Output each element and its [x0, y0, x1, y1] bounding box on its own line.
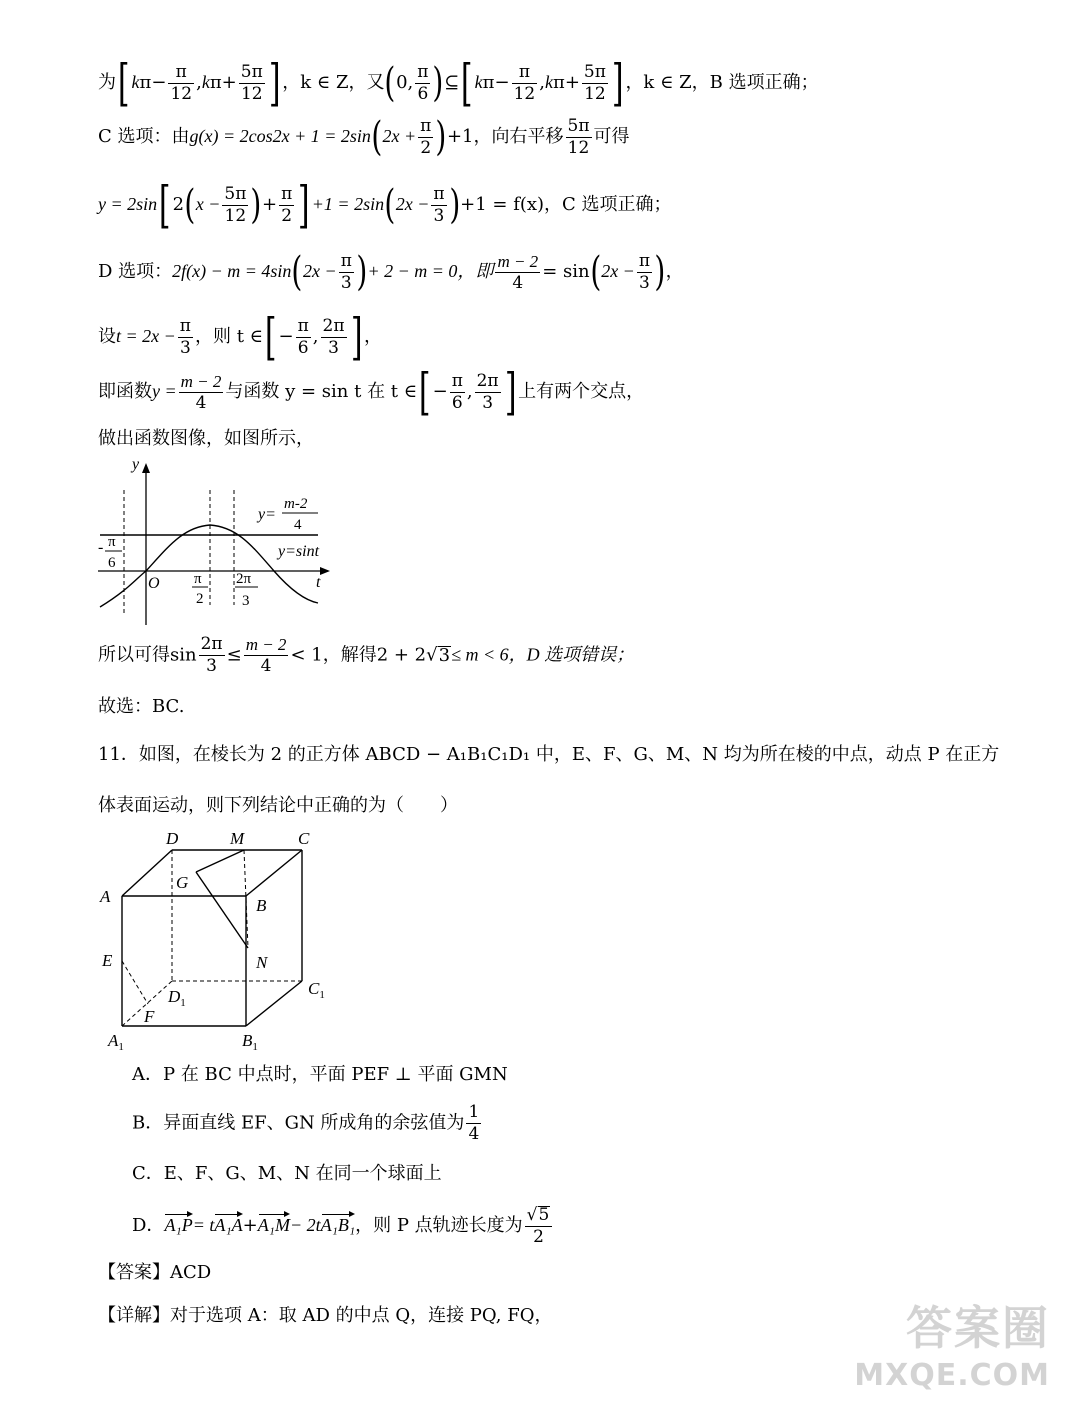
option-b: [132, 1104, 483, 1143]
pi: π: [482, 72, 495, 93]
fraction-pi-6: $\frac{\pi}{6}$: [417, 61, 429, 104]
sin: sin: [170, 644, 197, 666]
comma: ,: [312, 326, 319, 347]
sine-curve: [100, 525, 318, 607]
le-symbol: ≤: [226, 644, 242, 666]
text: < 1，解得: [290, 644, 377, 666]
label-A: A: [100, 887, 111, 906]
segment-GM: [196, 850, 244, 872]
minus: −: [278, 326, 294, 347]
neg-pi6-den: 6: [108, 555, 116, 571]
text: 设: [98, 326, 116, 347]
expr: 2 + 2: [376, 644, 427, 666]
paren-left: (: [371, 114, 383, 160]
pi: π: [209, 72, 222, 93]
fraction-pi-6: $\frac{\pi}{6}$: [297, 315, 309, 358]
bracket-left: [: [418, 363, 431, 421]
expr: y = 2sin: [98, 194, 158, 214]
label-C1: $C_1$: [308, 979, 325, 1001]
solution-line-5: [98, 308, 383, 366]
bracket-right: ]: [350, 308, 363, 366]
y-axis-label: y: [132, 456, 140, 473]
fraction-m2-4: $\frac{m - 2}{4}$: [180, 371, 222, 413]
label-N: N: [256, 953, 268, 972]
expr: 2x −: [395, 194, 430, 214]
minus: −: [151, 72, 167, 93]
paren-right: ): [250, 182, 262, 228]
text: ，: [665, 261, 684, 282]
fraction-pi-2: $\frac{\pi}{2}$: [420, 115, 432, 158]
plus: +: [261, 194, 278, 215]
neg-sign: -: [98, 539, 104, 556]
solution-line-2: [98, 114, 630, 160]
text: +1，向右平移: [446, 126, 564, 147]
expr: y =: [152, 381, 177, 401]
solution-line-3: [98, 176, 672, 234]
expr: +1 = 2sin: [311, 194, 385, 214]
paren-left: (: [384, 182, 396, 228]
solution-line-4: [98, 249, 684, 295]
y-axis-arrow: [142, 463, 150, 473]
var-k: k: [131, 72, 140, 92]
fraction-5pi-12: $\frac{5\pi}{12}$: [224, 183, 247, 226]
option-d: [132, 1206, 554, 1246]
text: ，k ∈ Z，又: [282, 72, 385, 93]
fraction-pi-3: $\frac{\pi}{3}$: [340, 250, 352, 293]
text: 为: [98, 72, 116, 93]
label-E: E: [102, 951, 113, 970]
minus: −: [432, 381, 448, 402]
label-D1: $D_1$: [168, 987, 186, 1009]
watermark-bottom: MXQE.COM: [854, 1358, 1050, 1393]
detail-line: 【详解】对于选项 A：取 AD 的中点 Q，连接 PQ, FQ，: [98, 1305, 553, 1326]
vector-A1A: A₁A: [214, 1212, 242, 1234]
sine-graph: [98, 455, 338, 630]
comma: ,: [466, 381, 473, 402]
text: 与函数 y = sin t 在 t ∈: [225, 381, 418, 402]
paren-left: (: [291, 249, 303, 295]
bracket-left: [: [264, 308, 277, 366]
line-label-y: y=: [258, 506, 276, 523]
fraction-1-4: $\frac{1}{4}$: [468, 1102, 480, 1144]
t-axis-arrow: [320, 567, 330, 575]
fraction-5pi-12: $\frac{5\pi}{12}$: [583, 61, 606, 104]
paren-left: (: [184, 182, 196, 228]
text: ，则 P 点轨迹长度为: [355, 1215, 523, 1236]
solution-line-7: 做出函数图像，如图所示，: [98, 428, 314, 449]
fraction-pi-3: $\frac{\pi}{3}$: [433, 183, 445, 226]
fraction-5pi-12: $\frac{5\pi}{12}$: [240, 61, 263, 104]
paren-right: ): [432, 60, 444, 106]
expr: t = 2x −: [116, 326, 176, 346]
edge-B1C1: [246, 981, 302, 1026]
text: C 选项：由: [98, 126, 190, 147]
subset-symbol: ⊆: [444, 72, 460, 93]
bracket-left: [: [117, 54, 130, 112]
vector-A1B1: A₁B₁: [321, 1212, 356, 1234]
text: ，k ∈ Z，B 选项正确；: [625, 72, 819, 93]
bracket-right: ]: [504, 363, 517, 421]
fraction-2pi-3: $\frac{2\pi}{3}$: [200, 634, 223, 676]
expr: 2x −: [303, 261, 337, 281]
option-a: A．P 在 BC 中点时，平面 PEF ⊥ 平面 GMN: [132, 1064, 508, 1085]
2pi3-num: 2π: [236, 571, 252, 587]
text: +1 = f(x)，C 选项正确；: [460, 194, 672, 215]
paren-right: ): [654, 249, 666, 295]
paren-left: (: [589, 249, 601, 295]
vector-A1P: A₁P: [164, 1212, 192, 1234]
vector-A1M: A₁M: [258, 1212, 290, 1234]
segment-GN: [196, 872, 248, 948]
line-label-den: 4: [294, 517, 302, 533]
fraction-m2-4: $\frac{m - 2}{4}$: [497, 251, 539, 293]
bracket-right: ]: [611, 54, 624, 112]
text: ，则 t ∈: [194, 326, 263, 347]
fraction-pi-2: $\frac{\pi}{2}$: [281, 183, 293, 226]
expr: + 2 − m = 0，即: [367, 261, 494, 281]
text: D．: [132, 1215, 165, 1236]
solution-line-9: 故选：BC.: [98, 696, 185, 717]
pi: π: [139, 72, 152, 93]
expr: = t: [192, 1215, 215, 1235]
watermark: [854, 1292, 1050, 1393]
expr: = sin: [542, 261, 590, 282]
label-M: M: [230, 829, 245, 848]
fraction-pi-6: $\frac{\pi}{6}$: [451, 370, 463, 413]
text: D 选项：: [98, 261, 173, 282]
paren-right: ): [356, 249, 368, 295]
label-B: B: [256, 896, 267, 915]
paren-left: (: [384, 60, 396, 106]
comma: ,: [539, 72, 545, 93]
two: 2: [172, 194, 185, 215]
fraction-5pi-12: $\frac{5\pi}{12}$: [567, 115, 590, 158]
watermark-top: 答案圈: [906, 1301, 1050, 1355]
bracket-left: [: [159, 176, 171, 234]
t-axis-label: t: [316, 574, 321, 591]
fraction-m2-4: $\frac{m - 2}{4}$: [245, 635, 287, 676]
pi: π: [552, 72, 565, 93]
label-C: C: [298, 829, 310, 848]
plus: +: [242, 1215, 258, 1236]
segment-EF-hidden: [122, 961, 148, 1004]
text: 即函数: [98, 381, 152, 402]
paren-right: ): [448, 182, 460, 228]
expr: x −: [195, 194, 221, 214]
fraction-sqrt5-2: $\frac{√5}{2}$: [525, 1206, 553, 1246]
origin-label: O: [148, 575, 160, 592]
bracket-right: ]: [298, 176, 310, 234]
edge-AD: [122, 850, 172, 896]
var-k: k: [474, 72, 483, 92]
fraction-pi-12: $\frac{\pi}{12}$: [170, 61, 193, 104]
sin-label: y=sint: [278, 543, 320, 560]
var-k: k: [201, 72, 210, 92]
comma: ,: [196, 72, 202, 93]
expr: − 2t: [289, 1215, 321, 1235]
option-c: C．E、F、G、M、N 在同一个球面上: [132, 1163, 442, 1184]
solution-line-6: [98, 363, 645, 421]
cube-figure: [96, 828, 336, 1053]
bracket-right: ]: [268, 54, 281, 112]
expr: 2f(x) − m = 4sin: [172, 261, 292, 281]
line-label-num: m-2: [284, 496, 308, 512]
answer-line: 【答案】ACD: [98, 1262, 212, 1283]
fraction-2pi-3: $\frac{2\pi}{3}$: [476, 370, 499, 413]
text: B．异面直线 EF、GN 所成角的余弦值为: [132, 1112, 465, 1134]
bracket-left: [: [461, 54, 473, 112]
question-11-line-2: 体表面运动，则下列结论中正确的为（ ）: [98, 795, 458, 816]
2pi3-den: 3: [242, 593, 250, 609]
fraction-pi-3: $\frac{\pi}{3}$: [638, 250, 651, 293]
text: 可得: [593, 126, 630, 147]
paren-right: ): [435, 114, 447, 160]
expr: 2x +: [382, 126, 417, 146]
label-F: F: [144, 1007, 155, 1026]
solution-line-8: 所以可得sin $\frac{2\pi}{3}$ ≤ $\frac{m - 2}{4}$ < 1，解得2 + 2√3≤ m < 6，D 选项错误；: [98, 634, 635, 676]
label-B1: $B_1$: [242, 1031, 258, 1053]
text: ，: [364, 326, 383, 347]
text: 上有两个交点，: [518, 381, 645, 402]
label-G: G: [176, 873, 189, 892]
pi2-num: π: [194, 571, 202, 587]
fraction-pi-3: $\frac{\pi}{3}$: [179, 315, 191, 358]
edge-BC: [246, 850, 302, 896]
question-11-line-1: 11．如图，在棱长为 2 的正方体 ABCD − A₁B₁C₁D₁ 中，E、F、G、M、N 均为所在棱的中点，动点 P 在正方: [98, 744, 1000, 765]
label-A1: $A_1$: [108, 1031, 124, 1053]
text: 所以可得: [98, 644, 170, 666]
label-D: D: [166, 829, 179, 848]
fraction-pi-12: $\frac{\pi}{12}$: [513, 61, 536, 104]
neg-pi6-num: π: [108, 534, 116, 550]
sqrt-3: 3: [438, 644, 451, 666]
fraction-2pi-3: $\frac{2\pi}{3}$: [322, 315, 345, 358]
expr: 2x −: [601, 261, 635, 281]
expr: g(x) = 2cos2x + 1 = 2sin: [189, 126, 371, 146]
var-k: k: [544, 72, 553, 92]
solution-line-1: 为[ kπ− $\frac{\pi}{12}$ ,kπ+ $\frac{5\pi}{12}$ ] ，k ∈ Z，又(0, $\frac{\pi}{6}$ )⊆[ kπ− $\frac{\pi}{12}$ ,kπ+ $\frac{5\pi}{12}$ ] ，k ∈ Z，B 选项正确；: [98, 54, 819, 112]
pi2-den: 2: [196, 591, 204, 607]
zero: 0,: [396, 72, 414, 93]
minus: −: [494, 72, 510, 93]
text: ≤ m < 6，D 选项错误；: [451, 644, 635, 665]
